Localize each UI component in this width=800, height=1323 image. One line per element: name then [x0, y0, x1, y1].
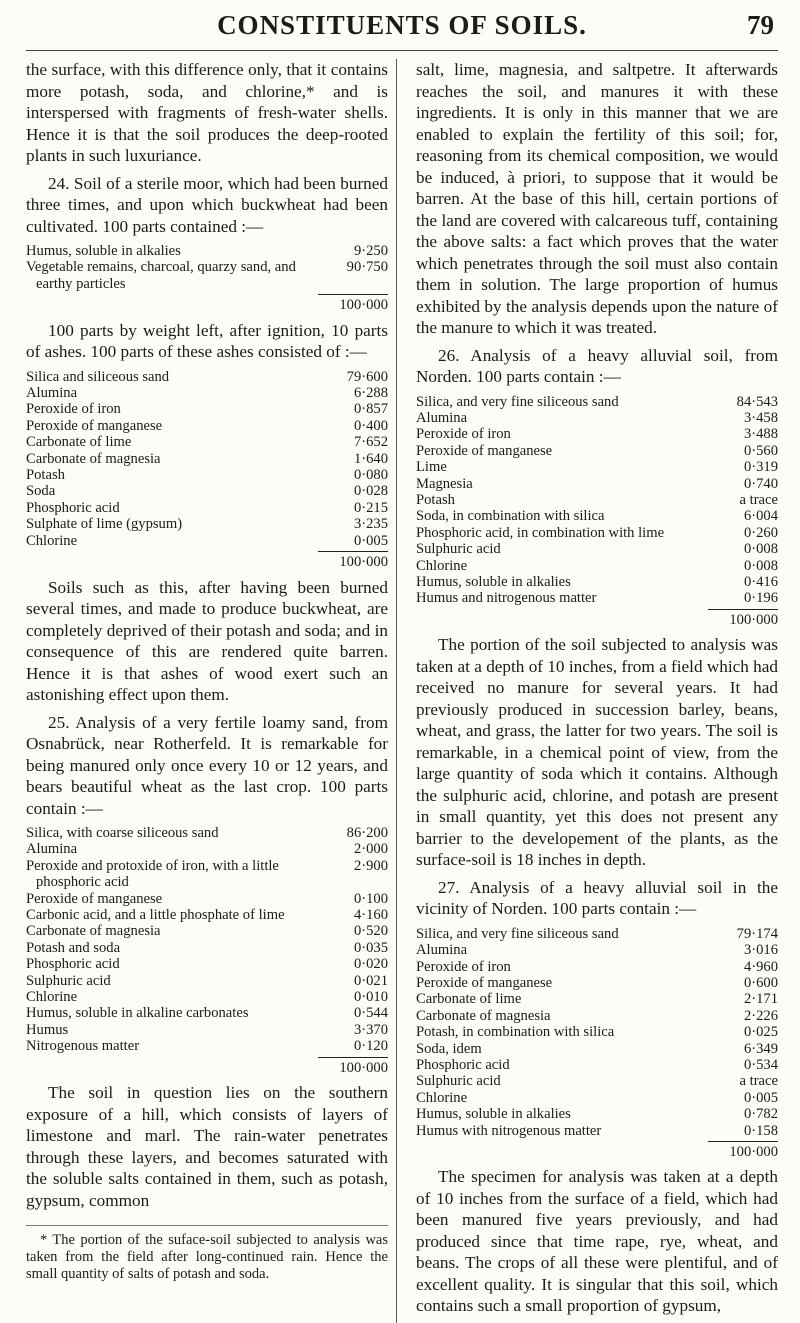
constituent-label: Chlorine [416, 557, 468, 574]
constituent-label: Humus [26, 1021, 69, 1038]
analysis-table [416, 394, 778, 629]
constituent-label: Potash [26, 467, 65, 484]
constituent-value: 86·200 [346, 825, 388, 841]
constituent-label: Humus, soluble in alkalies [26, 243, 181, 259]
table-row [416, 1123, 778, 1139]
left-column [26, 59, 397, 1323]
constituent-label: Nitrogenous matter [26, 1038, 140, 1055]
constituent-value: 0·028 [353, 483, 388, 500]
constituent-value: 2·171 [743, 991, 778, 1008]
constituent-value: 3·458 [743, 409, 778, 426]
table-row [26, 243, 388, 259]
table-row [26, 1022, 388, 1038]
table-row [416, 1106, 778, 1122]
constituent-label: Peroxide of iron [416, 958, 511, 975]
constituent-label: Phosphoric acid [26, 956, 120, 973]
constituent-label: Silica, and very fine siliceous sand [416, 925, 619, 942]
constituent-value: 2·000 [353, 841, 388, 858]
paragraph: The specimen for analysis was taken at a depth of 10 inches from the surface of a field, which had been manured five years previously, and had produced since that time rape, rye, wheat, and beans. The crops of all these were plentiful, and of excellent quality. It is singular that this soil, which contains such a small proportion of gypsum, [416, 1167, 778, 1316]
constituent-label: Alumina [26, 385, 78, 402]
constituent-value: 6·349 [743, 1040, 778, 1057]
table-row [416, 1090, 778, 1106]
table-row [416, 590, 778, 606]
constituent-value: 0·520 [353, 923, 388, 940]
constituent-value: 0·100 [353, 890, 388, 907]
constituent-label: Phosphoric acid [416, 1056, 510, 1073]
constituent-value: 3·370 [353, 1021, 388, 1038]
right-column [410, 59, 778, 1323]
constituent-label: Peroxide of iron [416, 426, 511, 443]
constituent-value: 0·008 [743, 541, 778, 558]
constituent-label: Soda, idem [416, 1040, 482, 1057]
table-row [416, 926, 778, 942]
table-row [26, 923, 388, 939]
constituent-value: 0·021 [353, 972, 388, 989]
constituent-value: 0·600 [743, 974, 778, 991]
constituent-value: 0·120 [353, 1038, 388, 1055]
table-row [26, 259, 388, 292]
constituent-label: Peroxide of manganese [26, 417, 163, 434]
constituent-value: 0·740 [743, 475, 778, 492]
constituent-value: 0·782 [743, 1106, 778, 1123]
analysis-table [26, 825, 388, 1076]
table-total-row [416, 1141, 778, 1160]
constituent-label: Alumina [26, 841, 78, 858]
constituent-value: 0·215 [353, 499, 388, 516]
constituent-label: Potash [416, 491, 455, 508]
constituent-label: Vegetable remains, charcoal, quarzy sand, and earthy particles [26, 259, 296, 292]
constituent-label: Humus, soluble in alkalies [416, 573, 571, 590]
table-row [416, 959, 778, 975]
table-row [26, 989, 388, 1005]
table-row [416, 1041, 778, 1057]
constituent-label: Carbonate of magnesia [26, 923, 161, 940]
constituent-value: 84·543 [736, 393, 778, 410]
constituent-value: 0·035 [353, 939, 388, 956]
table-row [416, 410, 778, 426]
constituent-value: 6·288 [353, 385, 388, 402]
table-row [26, 500, 388, 516]
constituent-label: Humus with nitrogenous matter [416, 1122, 602, 1139]
constituent-label: Potash, in combination with silica [416, 1024, 615, 1041]
table-row [416, 525, 778, 541]
constituent-value: 3·016 [743, 942, 778, 959]
table-row [26, 891, 388, 907]
constituent-value: 4·960 [743, 958, 778, 975]
constituent-value: 0·196 [743, 590, 778, 607]
paragraph: 27. Analysis of a heavy alluvial soil in the vicinity of Norden. 100 parts contain :— [416, 877, 778, 919]
constituent-label: Sulphuric acid [416, 1073, 501, 1090]
table-row [416, 476, 778, 492]
constituent-value: 0·260 [743, 524, 778, 541]
table-total: 100·000 [318, 294, 388, 313]
paragraph: 25. Analysis of a very fertile loamy sand, from Osnabrück, near Rotherfeld. It is remarkable for being manured only once every 10 or 12 years, and bears beautiful wheat as the last crop. 100 parts contain :— [26, 712, 388, 818]
table-row [26, 516, 388, 532]
constituent-label: Silica and siliceous sand [26, 368, 170, 385]
constituent-label: Phosphoric acid, in combination with lime [416, 524, 665, 541]
constituent-label: Alumina [416, 942, 468, 959]
page-number: 79 [747, 10, 774, 40]
table-row [26, 825, 388, 841]
constituent-label: Peroxide of manganese [26, 890, 163, 907]
table-row [26, 434, 388, 450]
constituent-value: 0·005 [353, 532, 388, 549]
constituent-value: 0·416 [743, 573, 778, 590]
constituent-value: 3·488 [743, 426, 778, 443]
constituent-value: 4·160 [353, 907, 388, 924]
analysis-table [26, 243, 388, 314]
constituent-label: Magnesia [416, 475, 473, 492]
constituent-label: Carbonate of lime [26, 434, 132, 451]
table-total-row [416, 609, 778, 628]
table-total-row [26, 1057, 388, 1076]
table-total: 100·000 [708, 609, 778, 628]
constituent-value: 79·600 [346, 368, 388, 385]
constituent-label: Sulphuric acid [416, 541, 501, 558]
table-row [416, 1057, 778, 1073]
constituent-label: Potash and soda [26, 939, 121, 956]
constituent-label: Humus and nitrogenous matter [416, 590, 597, 607]
constituent-value: 6·004 [743, 508, 778, 525]
table-row [26, 907, 388, 923]
constituent-value: 7·652 [353, 434, 388, 451]
constituent-label: Chlorine [26, 532, 78, 549]
table-row [416, 541, 778, 557]
constituent-value: 2·900 [353, 857, 388, 874]
paragraph: The soil in question lies on the southern exposure of a hill, which consists of layers of limestone and marl. The rain-water penetrates through these layers, and becomes saturated with the soluble salts contained in them, such as potash, gypsum, common [26, 1083, 388, 1210]
footnote: * The portion of the suface-soil subjected to analysis was taken from the field after long-continued rain. Hence the small quantity of salts of potash and soda. [26, 1225, 388, 1283]
table-row [26, 956, 388, 972]
paragraph: 24. Soil of a sterile moor, which had been burned three times, and upon which buckwheat had been cultivated. 100 parts contained :— [26, 173, 388, 236]
constituent-label: Carbonate of magnesia [26, 450, 161, 467]
constituent-value: 0·857 [353, 401, 388, 418]
constituent-label: Phosphoric acid [26, 499, 120, 516]
constituent-label: Alumina [416, 409, 468, 426]
table-row [26, 1038, 388, 1054]
constituent-label: Soda [26, 483, 56, 500]
constituent-label: Humus, soluble in alkaline carbonates [26, 1005, 249, 1022]
table-row [26, 401, 388, 417]
constituent-label: Peroxide of manganese [416, 442, 553, 459]
running-header [26, 0, 778, 51]
table-row [26, 973, 388, 989]
table-row [416, 459, 778, 475]
constituent-label: Sulphate of lime (gypsum) [26, 516, 183, 533]
table-row [26, 940, 388, 956]
table-row [26, 418, 388, 434]
table-row [26, 1005, 388, 1021]
table-row [26, 858, 388, 891]
table-row [416, 975, 778, 991]
constituent-value: 2·226 [743, 1007, 778, 1024]
constituent-label: Carbonate of lime [416, 991, 522, 1008]
constituent-label: Chlorine [26, 989, 78, 1006]
constituent-label: Soda, in combination with silica [416, 508, 605, 525]
table-row [26, 533, 388, 549]
analysis-table [26, 369, 388, 571]
table-row [416, 492, 778, 508]
constituent-value: 90·750 [346, 259, 388, 276]
paragraph: the surface, with this difference only, that it contains more potash, soda, and chlorine,* and is interspersed with fragments of fresh-water shells. Hence it is that the soil produces the deep-rooted plants in such luxuriance. [26, 60, 388, 165]
table-row [26, 385, 388, 401]
table-row [416, 1073, 778, 1089]
analysis-table [416, 926, 778, 1161]
table-row [26, 369, 388, 385]
constituent-label: Peroxide and protoxide of iron, with a little phosphoric acid [26, 857, 279, 891]
table-row [416, 1024, 778, 1040]
constituent-value: 0·005 [743, 1089, 778, 1106]
paragraph: 100 parts by weight left, after ignition, 10 parts of ashes. 100 parts of these ashes consisted of :— [26, 320, 388, 362]
constituent-label: Chlorine [416, 1089, 468, 1106]
paragraph: salt, lime, magnesia, and saltpetre. It afterwards reaches the soil, and manures it with these ingredients. It is only in this manner that we are enabled to explain the fertility of this soil; for, reasoning from its chemical composition, we would be induced, à priori, to suppose that it would be barren. At the base of this hill, certain portions of the land are covered with calcareous tuff, containing the above salts: a fact which proves that the water which penetrates through the soil must also contain them in solution. The large proportion of humus exhibited by the analysis depends upon the nature of the manure to which it was treated. [416, 60, 778, 337]
constituent-label: Humus, soluble in alkalies [416, 1106, 571, 1123]
constituent-label: Peroxide of manganese [416, 974, 553, 991]
table-row [416, 942, 778, 958]
constituent-value: a trace [739, 1073, 778, 1090]
table-total-row [26, 551, 388, 570]
table-row [26, 483, 388, 499]
constituent-label: Carbonate of magnesia [416, 1007, 551, 1024]
table-row [26, 467, 388, 483]
constituent-value: 0·010 [353, 989, 388, 1006]
table-total: 100·000 [318, 551, 388, 570]
table-total-row [26, 294, 388, 313]
constituent-value: 0·025 [743, 1024, 778, 1041]
paragraph: Soils such as this, after having been burned several times, and made to produce buckwheat, are completely deprived of their potash and soda; and in consequence of this are rendered quite barren. Hence it is that ashes of wood exert such an astonishing effect upon them. [26, 577, 388, 704]
paragraph: The portion of the soil subjected to analysis was taken at a depth of 10 inches, from a field which had received no manure for several years. It had previously produced in succession barley, beans, wheat, and grass, the latter for two years. The soil is remarkable, in a chemical point of view, from the large quantity of soda which it contains. Although the sulphuric acid, chlorine, and potash are present in small quantity, yet this does not present any barrier to the developement of the plants, as the surface-soil is 18 inches in depth. [416, 635, 778, 870]
constituent-value: 0·560 [743, 442, 778, 459]
table-row [416, 443, 778, 459]
table-total: 100·000 [318, 1057, 388, 1076]
page-title: CONSTITUENTS OF SOILS. [217, 10, 587, 40]
constituent-value: a trace [739, 491, 778, 508]
table-row [416, 508, 778, 524]
constituent-value: 0·008 [743, 557, 778, 574]
constituent-value: 0·020 [353, 956, 388, 973]
paragraph: 26. Analysis of a heavy alluvial soil, from Norden. 100 parts contain :— [416, 345, 778, 386]
constituent-value: 0·319 [743, 459, 778, 476]
constituent-label: Peroxide of iron [26, 401, 121, 418]
table-row [416, 991, 778, 1007]
table-row [26, 451, 388, 467]
table-row [26, 841, 388, 857]
table-row [416, 1008, 778, 1024]
constituent-value: 1·640 [353, 450, 388, 467]
constituent-value: 0·400 [353, 417, 388, 434]
constituent-value: 79·174 [736, 925, 778, 942]
constituent-label: Lime [416, 459, 447, 476]
constituent-label: Carbonic acid, and a little phosphate of lime [26, 907, 285, 924]
table-row [416, 394, 778, 410]
constituent-label: Silica, with coarse siliceous sand [26, 825, 219, 841]
constituent-value: 9·250 [353, 243, 388, 259]
two-column-body [26, 59, 778, 1323]
constituent-value: 0·158 [743, 1122, 778, 1139]
constituent-value: 3·235 [353, 516, 388, 533]
constituent-label: Silica, and very fine siliceous sand [416, 393, 619, 410]
constituent-label: Sulphuric acid [26, 972, 111, 989]
constituent-value: 0·544 [353, 1005, 388, 1022]
constituent-value: 0·080 [353, 467, 388, 484]
table-row [416, 574, 778, 590]
table-total: 100·000 [708, 1141, 778, 1160]
table-row [416, 558, 778, 574]
table-row [416, 426, 778, 442]
constituent-value: 0·534 [743, 1056, 778, 1073]
